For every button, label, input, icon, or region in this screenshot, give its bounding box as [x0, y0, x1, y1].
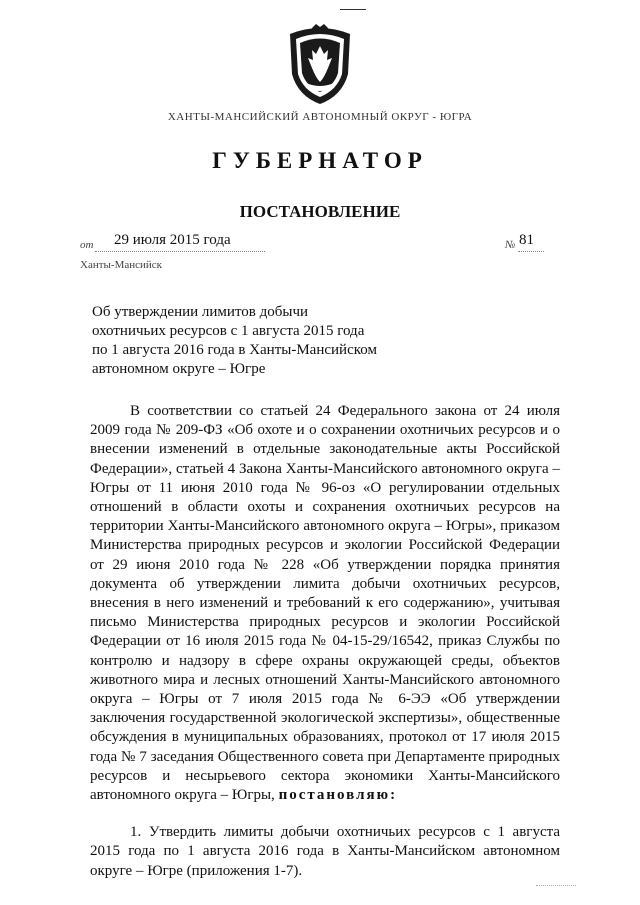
page-corner-mark — [536, 885, 576, 886]
title-line: охотничьих ресурсов с 1 августа 2015 года — [92, 323, 365, 339]
document-city: Ханты-Мансийск — [80, 259, 163, 271]
document-title — [92, 303, 412, 379]
khmao-coat-of-arms-icon — [282, 24, 358, 106]
authority-title: ГУБЕРНАТОР — [212, 148, 428, 173]
document-date: 29 июля 2015 года — [114, 232, 231, 248]
number-prefix: № — [505, 239, 516, 251]
top-dash-mark — [340, 9, 366, 10]
document-type: ПОСТАНОВЛЕНИЕ — [239, 202, 401, 221]
document-body — [90, 402, 560, 881]
date-prefix: от — [80, 239, 94, 251]
title-line: автономном округе – Югре — [92, 361, 266, 377]
resolve-word: постановляю: — [278, 787, 398, 804]
preamble-text: В соответствии со статьей 24 Федерального закона от 24 июля 2009 года № 209-ФЗ «Об охоте и о сохранении охотничьих ресурсов и о внесении изменений в отдельные законодательные акты Российской Федерации», статьей 4 Закона Ханты-Мансийского автономного округа – Югры от 11 июня 2010 года № 96-оз «О регулировании отдельных отношений в области охоты и сохранения охотничьих ресурсов на территории Ханты-Мансийского автономного округа – Югры», приказом Министерства природных ресурсов и экологии Российской Федерации от 29 июня 2010 года № 228 «Об утверждении порядка принятия документа об утверждении лимита добычи охотничьих ресурсов, внесения в него изменений и требований к его содержанию», учитывая письмо Министерства природных ресурсов и экологии Российской Федерации от 16 июля 2015 года № 04-15-29/16542, приказ Службы по контролю и надзору в сфере охраны окружающей среды, объектов животного мира и лесных отношений Ханты-Мансийского автономного округа – Югры от 7 июля 2015 года № 6-ЭЭ «Об утверждении заключения государственной экологической экспертизы», общественные обсуждения в муниципальных образованиях, протокол от 17 июля 2015 года № 7 заседания Общественного совета при Департаменте природных ресурсов и несырьевого сектора экономики Ханты-Мансийского автономного округа – Югры, — [90, 403, 560, 804]
number-underline — [518, 251, 544, 252]
document-number: 81 — [519, 232, 534, 248]
title-line: по 1 августа 2016 года в Ханты-Мансийском — [92, 342, 377, 358]
title-line: Об утверждении лимитов добычи — [92, 304, 309, 320]
region-name: ХАНТЫ-МАНСИЙСКИЙ АВТОНОМНЫЙ ОКРУГ - ЮГРА — [167, 111, 473, 123]
preamble-paragraph — [90, 402, 560, 805]
item-1-paragraph: 1. Утвердить лимиты добычи охотничьих ресурсов с 1 августа 2015 года по 1 августа 2016 года в Ханты-Мансийском автономном округе – Югре (приложения 1-7). — [90, 824, 560, 879]
date-underline — [95, 251, 265, 252]
